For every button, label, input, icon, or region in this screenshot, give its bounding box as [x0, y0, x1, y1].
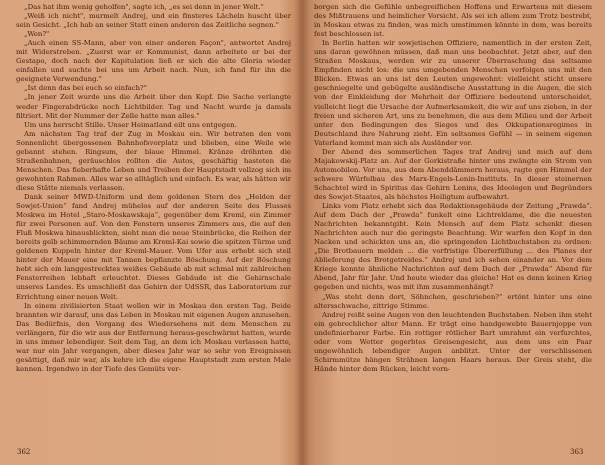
right-page — [314, 3, 592, 443]
paragraph: Am nächsten Tag traf der Zug in Moskau ein. Wir betraten den vom Sonnenlicht übergossenen Bahnhofsvorplatz und blieben, eine Weile wie gebannt stehen. Ringsum, der blaue Himmel. Kränze dröhnten die Straßenbahnen, geräuschlos rollten die Autos, geschäftig hasteten die Menschen. Das fieberhafte Leben und Treiben der Hauptstadt vollzog sich im gewohnten Rahmen. Alles war so alltäglich und einfach. Es war, als hätten wir diese Stätte niemals verlassen. — [16, 129, 291, 192]
page-number-right: 363 — [570, 448, 584, 456]
paragraph: „Ist denn das bei euch so einfach?" — [24, 84, 147, 93]
paragraph: „Weiß ich nicht", murmelt Andrej, und ein finsteres Lächeln huscht über sein Gesicht. „Ich hab an seiner Statt einen anderen das Zeitliche segnen." — [16, 12, 291, 30]
page-number-left: 362 — [17, 448, 31, 456]
paragraph: Dank seiner MWD-Uniform und dem goldenen Stern des „Helden der Sowjet-Union“ fand Andrej mühelos auf der anderen Seite des Flusses Moskwa im Hotel „Staro-Moskawskaja“, gegenüber dem Kreml, ein Zimmer für zwei Personen auf. Von den Fenstern unseres Zimmers aus, die auf den Fluß Moskwa hinausblickten, sieht man die neue Steinbrücke, die Reihen der bereits gelb schimmernden Bäume am Kreml-Kai sowie die spitzen Türme und goldenen Kuppeln hinter der Kreml-Mauer. Vom Ufer aus erhebt sich steil hinter der Mauer eine mit Tannen bepflanzte Böschung. Auf der Böschung hebt sich ein langgestrecktes weißes Gebäude ab mit schmal mit zahlreichen Fensterreihen lebhaft erleuchtet. Dieses Gebäude ist die Gehirnschale unseres Landes. Es umschließt das Gehirn der UdSSR, das Laboratorium zur Errichtung einer neuen Welt. — [16, 192, 291, 301]
paragraph: Um uns herrscht Stille. Unser Heimatland eilt uns entgegen. — [24, 120, 237, 129]
paragraph: „Wen?" — [24, 30, 50, 39]
paragraph: „Das hat ihm wenig geholfen", sagte ich, „es sei denn in jener Welt." — [24, 3, 264, 11]
paragraph: Der Abend des sommerlichen Tages traf Andrej und mich auf dem Majakowskij-Platz an. Auf der Gorkistraße hinter uns zwängte ein Strom von Automobilen. Vor uns, aus dem Abenddämmern heraus, ragte gen Himmel der schwere Würfelbau des Marx-Engels-Lenin-Instituts. In dieser steinernen Schachtel wird in Spiritus das Gehirn Lenins, des Ideologen und Begründers des Sowjet-Staates, als höchstes Heiligtum aufbewahrt. — [314, 147, 592, 201]
paragraph: Andrej reißt seine Augen von den leuchtenden Buchstaben. Neben ihm steht ein gebrechlicher alter Mann. Er trägt eine handgewebte Bauernjoppe von undefinierbarer Farbe. Ein rottiger rötlicher Bart umrahmt ein verfurchtes, oder vom Wetter gegerbtes Greisengesicht, aus dem uns ein Paar ungewöhnlich lebendiger Augen anblitzt. Unter der verschlissenen Schirmmütze hängen Strähnen langen Haars heraus. Der Greis steht, die Hände hinter dem Rücken, leicht vorn- — [314, 310, 592, 373]
paragraph: „Auch einen SS-Mann, aber von einer anderen Façon", antwortet Andrej mit Widerstreben. „Zuerst war er Kommunist, dann arbeitete er bei der Gestapo, doch nach der Kapitulation ließ er sich die alte Gloria wieder einfallen und suchte bei uns um Arbeit nach. Nun, ich fand für ihn die geeignete Verwendung." — [16, 39, 291, 84]
paragraph: In Berlin hatten wir sowjetischen Offiziere, namentlich in der ersten Zeit, uns daran gewöhnen müssen, daß man uns beobachtet. Jetzt aber, auf den Straßen Moskaus, werden wir zu unserer Überraschung das seltsame Empfinden nicht los: die uns umgebenden Menschen verfolgen uns mit den Blicken. Etwas an uns ist den Leuten ungewohnt: vielleicht sticht unsere geschniegelte und gebügelte ausländische Ausstattung in die Augen, die sich von der Einkleidung der Mehrheit der Offiziere bedeutend unterscheidet, vielleicht liegt die Ursache der Aufmerksamkeit, die wir auf uns ziehen, in der freien und sicheren Art, uns zu benehmen, die aus dem Milieu und der Arbeit unter den Bedingungen des Sieges und des Okkupationsregimes in Deutschland ihre Nahrung zieht. Ein seltsames Gefühl — in seinem eigenen Vaterland kommt man sich als Ausländer vor. — [314, 39, 592, 147]
paragraph: In einem zivilisierten Staat wollen wir in Moskau den ersten Tag. Beide brannten wir darauf, uns das Leben in Moskau mit eigenen Augen anzusehen. Das Bedürfnis, den Vorgang des Wiedersehens mit dem Menschen zu verlängern, für die wir aus der Entfernung heraus-geschwärmt hatten, wurde in uns immer lebendiger. Seit dem Tag, an dem ich Moskau verlassen hatte, war nur ein Jahr vergangen, aber dieses Jahr war so sehr von Ereignissen gesättigt, daß mir war, als kehre ich die eigene Hauptstadt zum ersten Male kennen. Irgendwo in der Tiefe des Gemüts ver- — [16, 301, 291, 373]
paragraph: borgen sich die Gefühle unbegreiflichen Hoffens und Erwartens mit diesem des Mißtrauens und heimlicher Vorsicht. Als sei ich allem zum Trotz bestrebt, in Moskau etwas zu finden, was mich umstimmen könnte in dem, was bereits fest beschlossen ist. — [314, 3, 592, 39]
paragraph: „Was steht denn dort, Söhnchen, geschrieben?“ ertönt hinter uns eine altersschwache, zittrige Stimme. — [314, 292, 592, 310]
paragraph: „In jener Zeit wurde uns die Arbeit über den Kopf. Die Sache verlangte weder Fingerabdrücke noch Lichtbilder. Tag und Nacht wurde ja damals filtriert. Mit der Nummer der Zelle hatte man alles." — [16, 93, 291, 120]
book-gutter — [294, 0, 310, 465]
paragraph: Links vom Platz erhebt sich das Redaktionsgebäude der Zeitung „Prawda“. Auf dem Dach der „Prawda“ funkelt eine Lichtreklame, die die neuesten Nachrichten bekanntgibt. Kein Mensch auf dem Platz schenkt diesen Nachrichten auch nur die geringste Beachtung. Wir warfen den Kopf in den Nacken und schickten uns an, die springenden Lichtbuchstaben zu ordnen: „Die Brotbauern melden ... die vorfristige Übererfüllung ... des Planes der Ablieferung des Brotgetreides.“ Andrej und ich sehen einander an. Vor dem Kriege konnte ähnliche Nachrichten auf dem Dach der „Prawda“ Abend für Abend, Jahr für Jahr. Und heute wieder das gleiche! Hat es denn keinen Krieg gegeben und nichts, was mit ihm zusammenhängt? — [314, 202, 592, 292]
left-page — [16, 3, 291, 443]
